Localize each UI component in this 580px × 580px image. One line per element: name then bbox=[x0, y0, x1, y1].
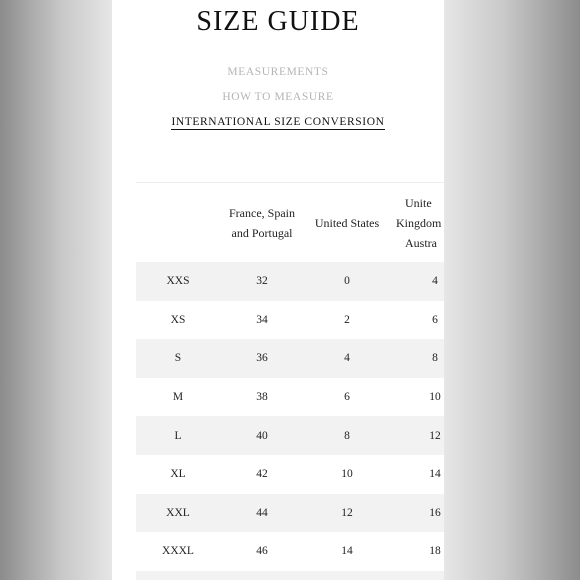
cell-fr: 32 bbox=[220, 262, 304, 301]
size-guide-tabs bbox=[112, 63, 444, 138]
cell-size: XL bbox=[170, 468, 186, 481]
tab-measurements[interactable] bbox=[112, 63, 444, 88]
table-row bbox=[136, 571, 444, 580]
table-row bbox=[136, 378, 444, 417]
column-header-size bbox=[136, 183, 220, 262]
header-line: Austra bbox=[405, 235, 437, 250]
cell-empty bbox=[136, 571, 220, 580]
tab-label: MEASUREMENTS bbox=[227, 66, 329, 78]
table-row bbox=[136, 262, 444, 301]
cell-uk: 16 bbox=[390, 494, 444, 533]
header-line: France, Spain bbox=[229, 205, 295, 220]
cell-size: XXL bbox=[136, 494, 220, 533]
cell-us: 12 bbox=[304, 494, 390, 533]
cell-us: 2 bbox=[344, 313, 350, 326]
header-line: Kingdom bbox=[396, 215, 442, 230]
cell-fr: 40 bbox=[220, 416, 304, 455]
column-header-united-states: United States bbox=[314, 215, 380, 230]
cell-empty bbox=[304, 571, 390, 580]
table-row bbox=[136, 494, 444, 533]
cell-empty bbox=[390, 571, 444, 580]
table-row bbox=[136, 455, 444, 494]
cell-uk: 12 bbox=[390, 416, 444, 455]
tab-how-to-measure[interactable] bbox=[112, 88, 444, 113]
cell-fr: 34 bbox=[256, 313, 268, 326]
tab-international-size-conversion[interactable] bbox=[112, 113, 444, 138]
table-row bbox=[136, 416, 444, 455]
background-right bbox=[444, 0, 580, 580]
cell-size: S bbox=[136, 339, 220, 378]
cell-size: XXXL bbox=[162, 545, 194, 558]
cell-us: 10 bbox=[341, 468, 353, 481]
cell-fr: 38 bbox=[256, 391, 268, 404]
cell-fr: 46 bbox=[256, 545, 268, 558]
size-guide-panel bbox=[112, 0, 444, 580]
page-title: SIZE GUIDE bbox=[196, 6, 360, 37]
cell-uk: 8 bbox=[390, 339, 444, 378]
header-line: Unite bbox=[405, 195, 432, 210]
table-header-row bbox=[136, 183, 444, 262]
cell-size: XXS bbox=[136, 262, 220, 301]
tab-label: INTERNATIONAL SIZE CONVERSION bbox=[171, 116, 385, 128]
table-row bbox=[136, 301, 444, 340]
cell-us: 14 bbox=[341, 545, 353, 558]
cell-size: L bbox=[136, 416, 220, 455]
table-row bbox=[136, 532, 444, 571]
cell-us: 6 bbox=[344, 391, 350, 404]
cell-size: XS bbox=[170, 313, 186, 326]
column-header-france-spain-portugal bbox=[220, 183, 304, 262]
cell-uk: 18 bbox=[429, 545, 441, 558]
table-row bbox=[136, 339, 444, 378]
cell-uk: 6 bbox=[432, 313, 438, 326]
header-line: and Portugal bbox=[231, 225, 293, 240]
background-left bbox=[0, 0, 112, 580]
size-conversion-table bbox=[136, 183, 444, 580]
column-header-united-kingdom-australia bbox=[390, 183, 444, 262]
cell-uk: 10 bbox=[429, 391, 441, 404]
cell-us: 8 bbox=[304, 416, 390, 455]
cell-empty bbox=[220, 571, 304, 580]
cell-fr: 42 bbox=[256, 468, 268, 481]
cell-size: M bbox=[172, 391, 184, 404]
cell-uk: 14 bbox=[429, 468, 441, 481]
cell-us: 4 bbox=[304, 339, 390, 378]
cell-fr: 36 bbox=[220, 339, 304, 378]
cell-fr: 44 bbox=[220, 494, 304, 533]
tab-label: HOW TO MEASURE bbox=[222, 91, 334, 103]
cell-us: 0 bbox=[304, 262, 390, 301]
cell-uk: 4 bbox=[390, 262, 444, 301]
